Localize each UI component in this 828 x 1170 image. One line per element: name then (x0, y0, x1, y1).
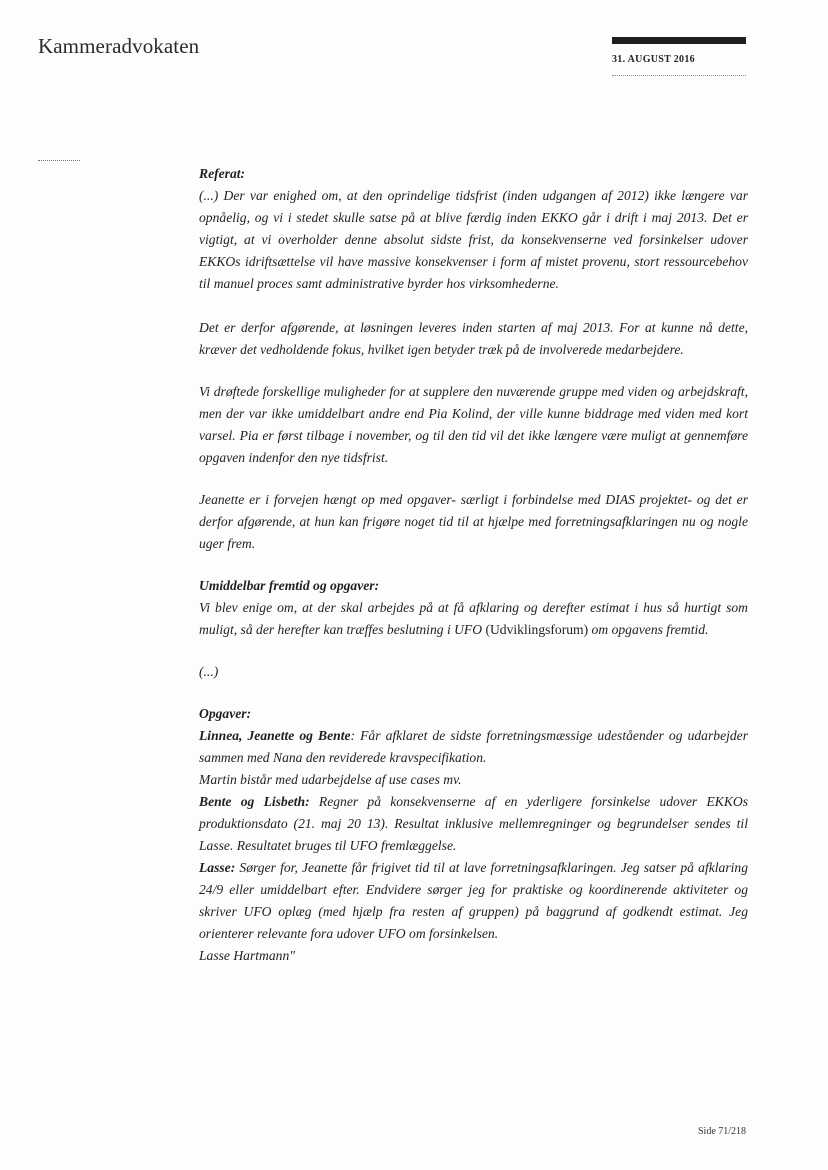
referat-heading: Referat: (199, 166, 246, 181)
paragraph-2: Det er derfor afgørende, at løsningen leveres inden starten af maj 2013. For at kunne nå dette, kræver det vedholdende fokus, hvilket igen betyder træk på de involverede medarbejdere. (199, 320, 748, 357)
task-2-assignees: Bente og Lisbeth: (199, 794, 310, 809)
task-3-assignee: Lasse: (199, 860, 236, 875)
header-bar (612, 37, 746, 44)
page-number: Side 71/218 (698, 1126, 747, 1137)
fremtid-heading: Umiddelbar fremtid og opgaver: (199, 578, 380, 593)
margin-divider (38, 160, 80, 161)
task-1-extra: Martin bistår med udarbejdelse af use cases mv. (199, 772, 462, 787)
task-2-text: Regner på konsekvenserne af en yderligere forsinkelse udover EKKOs produktionsdato (21. maj 20 13). Resultat inklusive mellemregninger og begrundelser sendes til Lasse. Resultatet bruges til UFO fremlæggelse. (199, 794, 748, 853)
paragraph-5-part1: Vi blev enige om, at der skal arbejdes på at få afklaring og derefter estimat i hus så hurtigt som muligt, så der herefter kan træffes beslutning i UFO (199, 600, 748, 637)
task-2 (199, 791, 748, 857)
document-body (199, 163, 748, 967)
paragraph-5-upright: (Udviklingsforum) (485, 622, 589, 637)
task-1 (199, 725, 748, 769)
paragraph-3: Vi drøftede forskellige muligheder for at supplere den nuværende gruppe med viden og arbejdskraft, men der var ikke umiddelbart andre end Pia Kolind, der ville kunne biddrage med viden med kort varsel. Pia er først tilbage i november, og til den tid vil det ikke længere være muligt at gennemføre opgaven indenfor den nye tidsfrist. (199, 384, 748, 465)
brand-title: Kammeradvokaten (38, 34, 200, 58)
signature: Lasse Hartmann" (199, 948, 295, 963)
task-3 (199, 857, 748, 945)
paragraph-5-part2: om opgavens fremtid. (588, 622, 709, 637)
task-1-text: : Får afklaret de sidste forretningsmæssige udeståender og udarbejder sammen med Nana den reviderede kravspecifikation. (199, 728, 748, 765)
task-1-assignees: Linnea, Jeanette og Bente (199, 728, 351, 743)
date-divider (612, 75, 746, 76)
opgaver-heading: Opgaver: (199, 706, 252, 721)
document-date: 31. AUGUST 2016 (612, 54, 695, 65)
paragraph-1: (...) Der var enighed om, at den oprindelige tidsfrist (inden udgangen af 2012) ikke længere var opnåelig, og vi i stedet skulle satse på at blive færdig inden EKKO går i drift i maj 2013. Det er vigtigt, at vi overholder denne absolut sidste frist, da konsekvenserne ved forsinkelser udover EKKOs idriftsættelse vil have massive konsekvenser i form af mistet provenu, stort ressourcebehov til manuel proces samt administrative byrder hos virksomhederne. (199, 188, 748, 291)
ellipsis: (...) (199, 664, 219, 679)
paragraph-4: Jeanette er i forvejen hængt op med opgaver- særligt i forbindelse med DIAS projektet- og det er derfor afgørende, at hun kan frigøre noget tid til at hjælpe med forretningsafklaringen nu og nogle uger frem. (199, 492, 748, 551)
paragraph-5 (199, 597, 748, 641)
task-3-text: Sørger for, Jeanette får frigivet tid til at lave forretningsafklaringen. Jeg satser på afklaring 24/9 eller umiddelbart efter. Endvidere sørger jeg for praktiske og koordinerende aktiviteter og skriver UFO oplæg (med hjælp fra resten af gruppen) på baggrund af godkendt estimat. Jeg orienterer relevante fora udover UFO om forsinkelsen. (199, 860, 748, 941)
